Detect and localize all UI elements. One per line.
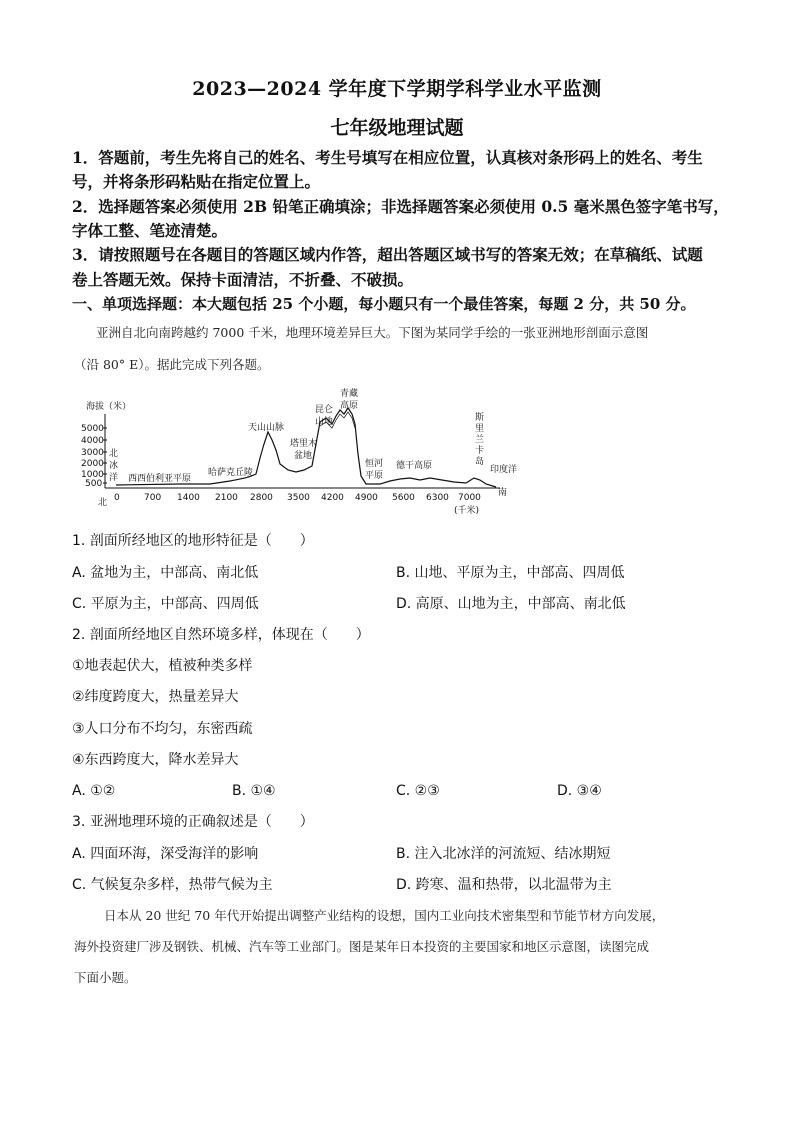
question-2-item: ②纬度跨度大，热量差异大 [72,689,239,705]
y-tick-label: 3000 [81,448,104,458]
x-tick-label: 6300 [426,493,449,503]
tibet-label: 高原 [340,401,359,411]
notice-line: 1．答题前，考生先将自己的姓名、考生号填写在相应位置，认真核对条形码上的姓名、考生 [72,148,703,167]
y-tick-label: 2000 [81,459,104,469]
tianshan-label: 天山山脉 [248,423,285,433]
y-tick-label: 1000 [81,470,104,480]
arctic-ocean-label: 洋 [109,473,119,483]
question-1-option-c[interactable]: C. 平原为主，中部高、四周低 [72,596,259,612]
kazakh-label: 哈萨克丘陵 [208,468,254,478]
tarim-label: 盆地 [294,451,313,461]
x-tick-label: 4900 [355,493,378,503]
x-tick-label: 2100 [215,493,238,503]
y-tick-label: 5000 [81,424,104,434]
question-3-stem: 3. 亚洲地理环境的正确叙述是（ ） [72,814,314,830]
question-2-item: ①地表起伏大，植被种类多样 [72,658,253,674]
notice-line: 3．请按照题号在各题目的答题区域内作答，超出答题区域书写的答案无效；在草稿纸、试题 [72,245,703,264]
kunlun-label: 昆仑 [315,405,334,415]
x-tick-label: 0 [114,493,120,503]
ganges-label: 恒河 [365,459,384,469]
question-2-option-b[interactable]: B. ①④ [232,783,276,799]
west-siberia-label: 西西伯利亚平原 [128,474,192,484]
tibet-label: 青藏 [340,389,359,399]
intro-paragraph-line: 亚洲自北向南跨越约 7000 千米，地理环境差异巨大。下图为某同学手绘的一张亚洲地形剖面示意图 [96,325,649,340]
question-1-option-b[interactable]: B. 山地、平原为主，中部高、四周低 [396,565,625,581]
x-tick-label: 7000 [458,493,481,503]
question-3-option-a[interactable]: A. 四面环海，深受海洋的影响 [72,846,259,862]
ganges-label: 平原 [365,471,384,481]
x-tick-label: 3500 [287,493,310,503]
notice-line: 卷上答题无效。保持卡面清洁，不折叠、不破损。 [72,270,414,289]
deccan-label: 德干高原 [396,461,433,471]
question-1-option-a[interactable]: A. 盆地为主，中部高、南北低 [72,565,259,581]
section-heading: 一、单项选择题：本大题包括 25 个小题，每小题只有一个最佳答案，每题 2 分，共 50 分。 [72,295,696,313]
sri-lanka-label: 岛 [475,457,485,467]
exam-title: 2023—2024 学年度下学期学科学业水平监测 [192,78,602,100]
question-2-stem: 2. 剖面所经地区自然环境多样，体现在（ ） [72,627,370,643]
sri-lanka-label: 里 [475,424,485,434]
x-tick-label: 1400 [177,493,200,503]
south-label: 南 [498,488,508,498]
question-2-option-c[interactable]: C. ②③ [396,783,440,799]
intro-paragraph-line: 下面小题。 [74,970,137,985]
arctic-ocean-label: 北 [109,449,119,459]
notice-line: 字体工整、笔迹清楚。 [72,221,228,240]
sri-lanka-label: 卡 [475,446,485,456]
north-label: 北 [98,498,108,508]
question-2-item: ③人口分布不均匀，东密西疏 [72,721,253,737]
question-2-option-a[interactable]: A. ①② [72,783,116,799]
y-axis-title: 海拔（米） [86,402,132,412]
question-3-option-c[interactable]: C. 气候复杂多样，热带气候为主 [72,877,273,893]
sri-lanka-label: 斯 [475,413,485,423]
question-2-item: ④东西跨度大，降水差异大 [72,752,239,768]
indian-ocean-label: 印度洋 [490,465,518,475]
question-1-option-d[interactable]: D. 高原、山地为主，中部高、南北低 [396,596,626,612]
notice-line: 2．选择题答案必须使用 2B 铅笔正确填涂；非选择题答案必须使用 0.5 毫米黑色签字笔书写， [72,197,729,216]
x-tick-label: 4200 [321,493,344,503]
question-1-stem: 1. 剖面所经地区的地形特征是（ ） [72,533,314,549]
intro-paragraph-line: （沿 80° E）。据此完成下列各题。 [74,357,270,372]
question-3-option-d[interactable]: D. 跨寒、温和热带，以北温带为主 [396,877,612,893]
tarim-label: 塔里木 [290,439,318,449]
x-tick-label: 2800 [250,493,273,503]
x-tick-label: 5600 [392,493,415,503]
x-unit-label: (千米) [454,506,480,516]
exam-subtitle: 七年级地理试题 [330,117,464,139]
terrain-profile-figure [70,384,530,522]
sri-lanka-label: 兰 [475,435,485,445]
kunlun-label: 山地 [315,417,334,427]
y-tick-label: 500 [85,479,103,489]
intro-paragraph-line: 海外投资建厂涉及钢铁、机械、汽车等工业部门。图是某年日本投资的主要国家和地区示意图，读图完成 [74,939,650,954]
notice-line: 号，并将条形码粘贴在指定位置上。 [72,172,321,191]
question-2-option-d[interactable]: D. ③④ [557,783,602,799]
y-tick-label: 4000 [81,436,104,446]
x-tick-label: 700 [144,493,162,503]
intro-paragraph-line: 日本从 20 世纪 70 年代开始提出调整产业结构的设想，国内工业向技术密集型和节能节材方向发展， [104,908,665,923]
question-3-option-b[interactable]: B. 注入北冰洋的河流短、结冰期短 [396,846,611,862]
arctic-ocean-label: 冰 [109,461,119,471]
